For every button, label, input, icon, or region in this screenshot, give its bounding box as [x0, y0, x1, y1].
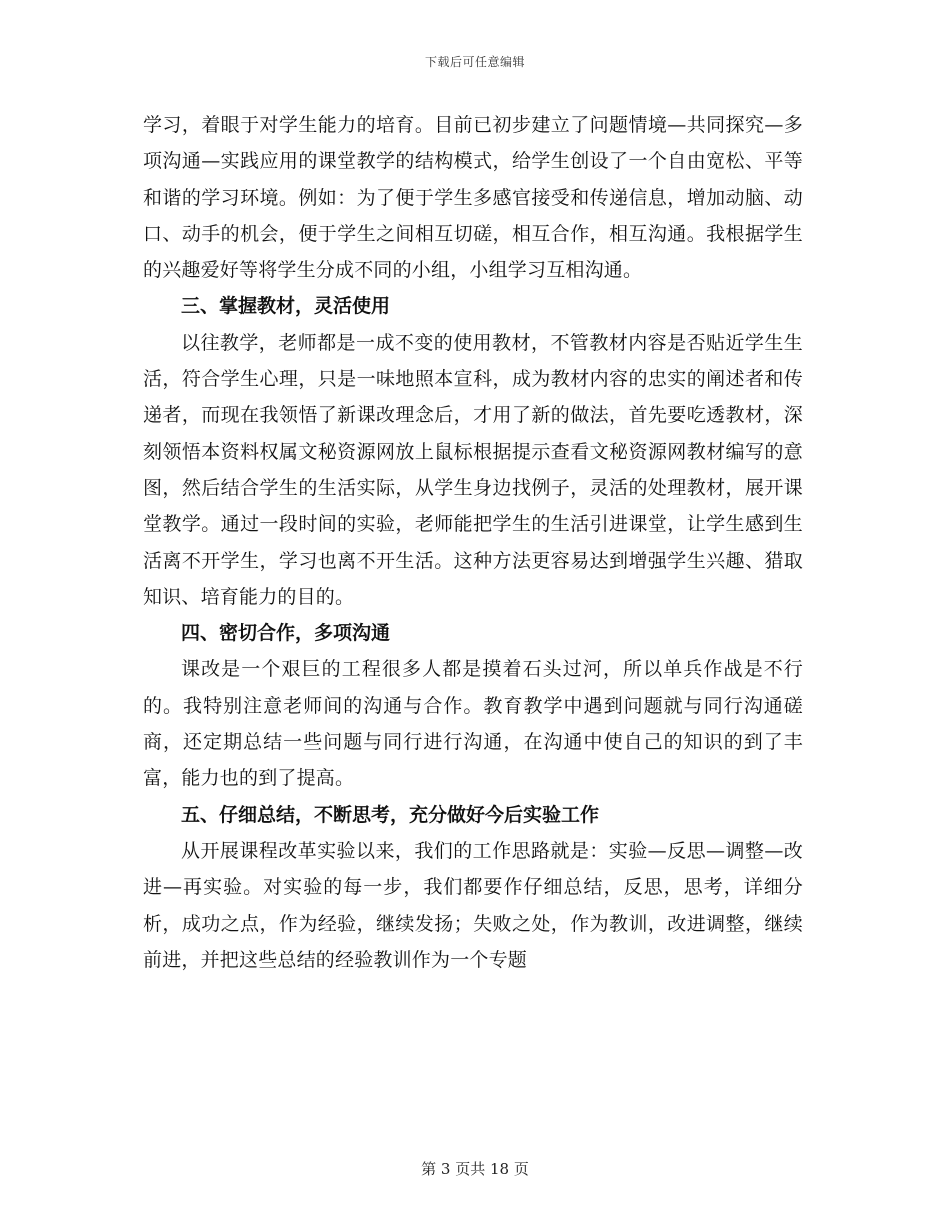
section-heading-5: 五、仔细总结，不断思考，充分做好今后实验工作 — [181, 803, 600, 826]
paragraph-section-5: 从开展课程改革实验以来，我们的工作思路就是：实验—反思—调整—改进—再实验。对实验的每一步，我们都要作仔细总结，反思，思考，详细分析，成功之点，作为经验，继续发扬；失败之处，作为教训，改进调整，继续前进，并把这些总结的经验教训作为一个专题 — [143, 839, 803, 971]
paragraph-section-4: 课改是一个艰巨的工程很多人都是摸着石头过河，所以单兵作战是不行的。我特别注意老师间的沟通与合作。教育教学中遇到问题就与同行沟通磋商，还定期总结一些问题与同行进行沟通，在沟通中使自己的知识的到了丰富，能力也的到了提高。 — [143, 658, 803, 790]
section-heading-3: 三、掌握教材，灵活使用 — [181, 295, 391, 318]
page-header: 下载后可任意编辑 — [424, 55, 525, 69]
page-number-footer: 第 3 页共 18 页 — [421, 1160, 529, 1178]
paragraph-continued: 学习，着眼于对学生能力的培育。目前已初步建立了问题情境—共同探究—多项沟通—实践应用的课堂教学的结构模式，给学生创设了一个自由宽松、平等和谐的学习环境。例如：为了便于学生多感官接受和传递信息，增加动脑、动口、动手的机会，便于学生之间相互切磋，相互合作，相互沟通。我根据学生的兴趣爱好等将学生分成不同的小组，小组学习互相沟通。 — [143, 114, 803, 282]
section-heading-4: 四、密切合作，多项沟通 — [181, 622, 391, 645]
paragraph-section-3: 以往教学，老师都是一成不变的使用教材，不管教材内容是否贴近学生生活，符合学生心理，只是一味地照本宣科，成为教材内容的忠实的阐述者和传递者，而现在我领悟了新课改理念后，才用了新的做法，首先要吃透教材，深刻领悟本资料权属文秘资源网放上鼠标根据提示查看文秘资源网教材编写的意图，然后结合学生的生活实际，从学生身边找例子，灵活的处理教材，展开课堂教学。通过一段时间的实验，老师能把学生的生活引进课堂，让学生感到生活离不开学生，学习也离不开生活。这种方法更容易达到增强学生兴趣、猎取知识、培育能力的目的。 — [143, 331, 803, 608]
document-body — [143, 107, 803, 978]
